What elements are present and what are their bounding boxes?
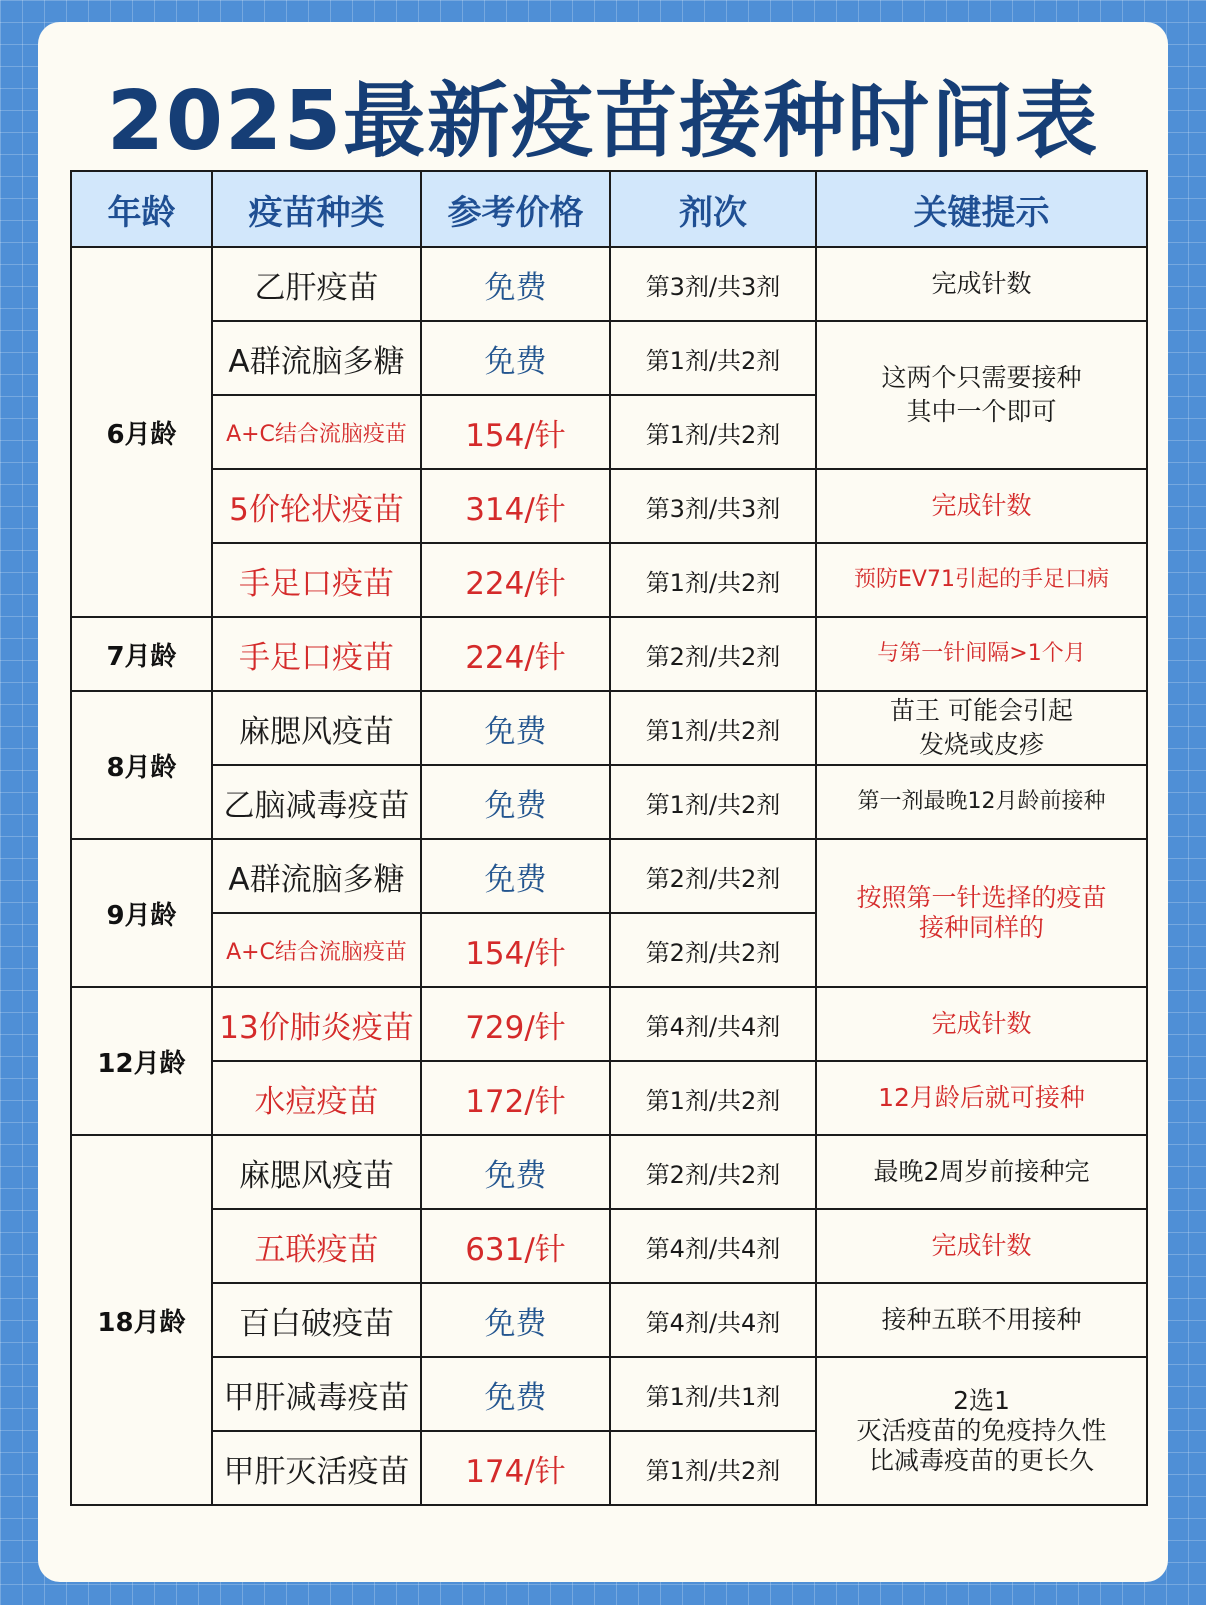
dose-cell: 第2剂/共2剂 (610, 913, 816, 987)
vaccine-name: 手足口疫苗 (212, 617, 421, 691)
note-cell: 按照第一针选择的疫苗 接种同样的 (816, 839, 1147, 987)
table-row (71, 691, 1147, 765)
dose-cell: 第1剂/共1剂 (610, 1357, 816, 1431)
dose-cell: 第4剂/共4剂 (610, 987, 816, 1061)
table-row (71, 543, 1147, 617)
vaccine-name: 手足口疫苗 (212, 543, 421, 617)
note-cell: 苗王 可能会引起 发烧或皮疹 (816, 691, 1147, 765)
vaccine-name: 5价轮状疫苗 (212, 469, 421, 543)
age-cell: 7月龄 (71, 617, 212, 691)
price-cell: 免费 (421, 1357, 610, 1431)
price-cell: 729/针 (421, 987, 610, 1061)
table-row (71, 1283, 1147, 1357)
price-cell: 免费 (421, 691, 610, 765)
age-cell: 8月龄 (71, 691, 212, 839)
price-cell: 免费 (421, 765, 610, 839)
price-cell: 免费 (421, 1135, 610, 1209)
dose-cell: 第1剂/共2剂 (610, 765, 816, 839)
price-cell: 224/针 (421, 617, 610, 691)
price-cell: 314/针 (421, 469, 610, 543)
note-cell: 完成针数 (816, 247, 1147, 321)
price-cell: 154/针 (421, 395, 610, 469)
vaccine-schedule-table (70, 170, 1148, 1506)
dose-cell: 第4剂/共4剂 (610, 1209, 816, 1283)
price-cell: 224/针 (421, 543, 610, 617)
vaccine-name: A群流脑多糖 (212, 321, 421, 395)
vaccine-name: A+C结合流脑疫苗 (212, 395, 421, 469)
note-cell: 12月龄后就可接种 (816, 1061, 1147, 1135)
price-cell: 154/针 (421, 913, 610, 987)
price-cell: 174/针 (421, 1431, 610, 1505)
header-price: 参考价格 (421, 171, 610, 247)
price-cell: 免费 (421, 839, 610, 913)
table-row (71, 1135, 1147, 1209)
dose-cell: 第4剂/共4剂 (610, 1283, 816, 1357)
note-cell: 与第一针间隔>1个月 (816, 617, 1147, 691)
price-cell: 免费 (421, 247, 610, 321)
table-row (71, 987, 1147, 1061)
table-row (71, 247, 1147, 321)
note-cell: 这两个只需要接种 其中一个即可 (816, 321, 1147, 469)
age-cell: 12月龄 (71, 987, 212, 1135)
table-row (71, 1357, 1147, 1431)
header-vaccine: 疫苗种类 (212, 171, 421, 247)
note-cell: 接种五联不用接种 (816, 1283, 1147, 1357)
vaccine-name: 乙肝疫苗 (212, 247, 421, 321)
table-row (71, 1209, 1147, 1283)
price-cell: 631/针 (421, 1209, 610, 1283)
schedule-card (38, 22, 1168, 1582)
vaccine-name: 甲肝灭活疫苗 (212, 1431, 421, 1505)
table-header-row (71, 171, 1147, 247)
dose-cell: 第1剂/共2剂 (610, 543, 816, 617)
vaccine-name: A群流脑多糖 (212, 839, 421, 913)
table-row (71, 839, 1147, 913)
dose-cell: 第1剂/共2剂 (610, 691, 816, 765)
dose-cell: 第1剂/共2剂 (610, 1061, 816, 1135)
price-cell: 免费 (421, 321, 610, 395)
vaccine-name: 麻腮风疫苗 (212, 691, 421, 765)
dose-cell: 第2剂/共2剂 (610, 839, 816, 913)
price-cell: 172/针 (421, 1061, 610, 1135)
page-title: 2025最新疫苗接种时间表 (106, 74, 1100, 169)
note-cell: 完成针数 (816, 987, 1147, 1061)
table-row (71, 765, 1147, 839)
vaccine-name: 五联疫苗 (212, 1209, 421, 1283)
header-age: 年龄 (71, 171, 212, 247)
table-row (71, 617, 1147, 691)
note-cell: 最晚2周岁前接种完 (816, 1135, 1147, 1209)
dose-cell: 第1剂/共2剂 (610, 321, 816, 395)
vaccine-name: 乙脑减毒疫苗 (212, 765, 421, 839)
dose-cell: 第1剂/共2剂 (610, 1431, 816, 1505)
table-row (71, 1061, 1147, 1135)
note-cell: 预防EV71引起的手足口病 (816, 543, 1147, 617)
dose-cell: 第3剂/共3剂 (610, 469, 816, 543)
header-note: 关键提示 (816, 171, 1147, 247)
dose-cell: 第2剂/共2剂 (610, 1135, 816, 1209)
vaccine-name: 13价肺炎疫苗 (212, 987, 421, 1061)
vaccine-name: 麻腮风疫苗 (212, 1135, 421, 1209)
note-cell: 第一剂最晚12月龄前接种 (816, 765, 1147, 839)
dose-cell: 第3剂/共3剂 (610, 247, 816, 321)
table-row (71, 469, 1147, 543)
price-cell: 免费 (421, 1283, 610, 1357)
dose-cell: 第1剂/共2剂 (610, 395, 816, 469)
age-cell: 6月龄 (71, 247, 212, 617)
header-dose: 剂次 (610, 171, 816, 247)
vaccine-name: 百白破疫苗 (212, 1283, 421, 1357)
age-cell: 18月龄 (71, 1135, 212, 1505)
note-cell: 完成针数 (816, 469, 1147, 543)
vaccine-name: 甲肝减毒疫苗 (212, 1357, 421, 1431)
vaccine-name: 水痘疫苗 (212, 1061, 421, 1135)
age-cell: 9月龄 (71, 839, 212, 987)
table-row (71, 321, 1147, 395)
note-cell: 完成针数 (816, 1209, 1147, 1283)
vaccine-name: A+C结合流脑疫苗 (212, 913, 421, 987)
note-cell: 2选1 灭活疫苗的免疫持久性 比减毒疫苗的更长久 (816, 1357, 1147, 1505)
dose-cell: 第2剂/共2剂 (610, 617, 816, 691)
